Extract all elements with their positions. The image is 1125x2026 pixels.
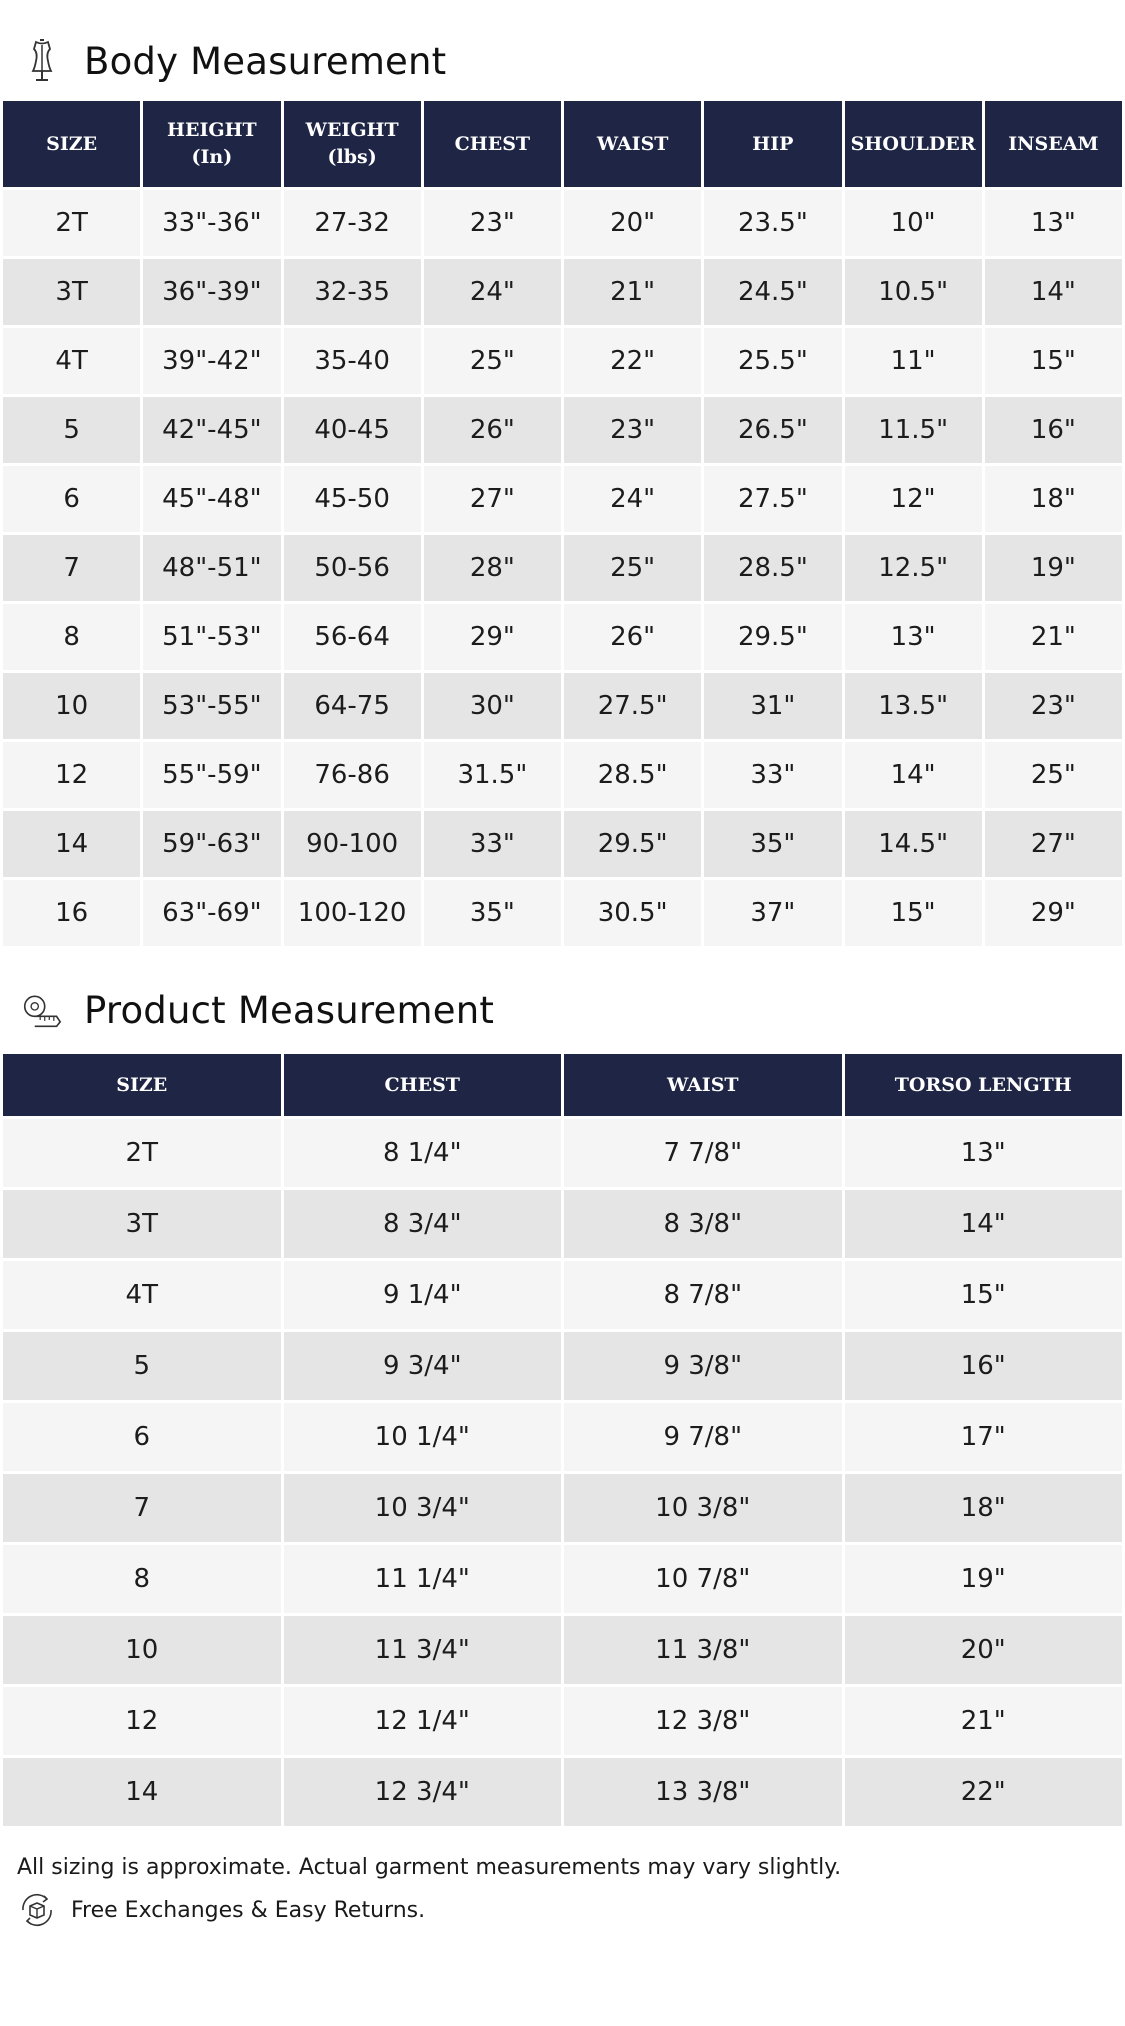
table-cell: 26" [564, 604, 701, 670]
table-cell: 16" [845, 1332, 1123, 1400]
table-cell: 13.5" [845, 673, 982, 739]
table-cell: 5 [3, 1332, 281, 1400]
table-row [3, 1190, 1122, 1258]
table-cell: 53"-55" [143, 673, 280, 739]
table-cell: 8 3/4" [284, 1190, 562, 1258]
column-header: TORSO LENGTH [845, 1054, 1123, 1116]
table-cell: 63"-69" [143, 880, 280, 946]
column-header: CHEST [424, 101, 561, 187]
table-cell: 3T [3, 259, 140, 325]
table-cell: 15" [985, 328, 1122, 394]
table-cell: 28.5" [704, 535, 841, 601]
table-cell: 76-86 [284, 742, 421, 808]
table-cell: 56-64 [284, 604, 421, 670]
table-cell: 10 [3, 673, 140, 739]
table-row [3, 1261, 1122, 1329]
product-measurement-title: Product Measurement [84, 988, 495, 1032]
table-cell: 28.5" [564, 742, 701, 808]
table-cell: 35" [704, 811, 841, 877]
table-cell: 9 1/4" [284, 1261, 562, 1329]
table-cell: 26" [424, 397, 561, 463]
table-cell: 24.5" [704, 259, 841, 325]
table-cell: 26.5" [704, 397, 841, 463]
column-header: WEIGHT (lbs) [284, 101, 421, 187]
table-cell: 15" [845, 880, 982, 946]
table-cell: 2T [3, 1119, 281, 1187]
table-row [3, 1403, 1122, 1471]
column-header: SIZE [3, 101, 140, 187]
table-cell: 25" [985, 742, 1122, 808]
table-cell: 19" [985, 535, 1122, 601]
table-cell: 21" [845, 1687, 1123, 1755]
table-cell: 10 1/4" [284, 1403, 562, 1471]
table-cell: 29.5" [704, 604, 841, 670]
table-cell: 11 3/8" [564, 1616, 842, 1684]
table-cell: 11" [845, 328, 982, 394]
table-row [3, 397, 1122, 463]
table-cell: 11 3/4" [284, 1616, 562, 1684]
table-cell: 13" [845, 604, 982, 670]
table-cell: 9 3/8" [564, 1332, 842, 1400]
box-exchange-icon [17, 1890, 57, 1930]
table-cell: 8 7/8" [564, 1261, 842, 1329]
table-cell: 8 [3, 1545, 281, 1613]
table-cell: 30.5" [564, 880, 701, 946]
table-cell: 27.5" [704, 466, 841, 532]
body-measurement-heading [0, 26, 1125, 96]
table-cell: 51"-53" [143, 604, 280, 670]
table-cell: 8 3/8" [564, 1190, 842, 1258]
table-cell: 14.5" [845, 811, 982, 877]
table-cell: 16 [3, 880, 140, 946]
table-cell: 7 7/8" [564, 1119, 842, 1187]
table-cell: 10 3/4" [284, 1474, 562, 1542]
table-cell: 12" [845, 466, 982, 532]
returns-text: Free Exchanges & Easy Returns. [71, 1897, 426, 1923]
table-cell: 3T [3, 1190, 281, 1258]
table-cell: 10 [3, 1616, 281, 1684]
table-cell: 14 [3, 811, 140, 877]
table-cell: 24" [424, 259, 561, 325]
table-cell: 32-35 [284, 259, 421, 325]
table-cell: 42"-45" [143, 397, 280, 463]
table-cell: 29.5" [564, 811, 701, 877]
table-cell: 31.5" [424, 742, 561, 808]
table-cell: 8 1/4" [284, 1119, 562, 1187]
column-header: WAIST [564, 1054, 842, 1116]
table-header-row [3, 101, 1122, 187]
table-cell: 29" [424, 604, 561, 670]
table-cell: 21" [985, 604, 1122, 670]
table-cell: 19" [845, 1545, 1123, 1613]
table-cell: 23.5" [704, 190, 841, 256]
table-cell: 6 [3, 466, 140, 532]
table-cell: 25" [424, 328, 561, 394]
table-cell: 12 3/4" [284, 1758, 562, 1826]
product-measurement-table [0, 1051, 1125, 1829]
table-header-row [3, 1054, 1122, 1116]
table-cell: 4T [3, 1261, 281, 1329]
table-cell: 55"-59" [143, 742, 280, 808]
table-cell: 50-56 [284, 535, 421, 601]
column-header: HEIGHT (In) [143, 101, 280, 187]
table-cell: 35" [424, 880, 561, 946]
table-cell: 45"-48" [143, 466, 280, 532]
table-cell: 5 [3, 397, 140, 463]
table-cell: 21" [564, 259, 701, 325]
table-cell: 13 3/8" [564, 1758, 842, 1826]
table-cell: 20" [845, 1616, 1123, 1684]
table-cell: 12 3/8" [564, 1687, 842, 1755]
table-cell: 90-100 [284, 811, 421, 877]
dress-form-icon [22, 37, 62, 85]
table-row [3, 1474, 1122, 1542]
table-cell: 48"-51" [143, 535, 280, 601]
table-cell: 10 3/8" [564, 1474, 842, 1542]
table-row [3, 742, 1122, 808]
table-cell: 23" [424, 190, 561, 256]
table-cell: 14 [3, 1758, 281, 1826]
table-cell: 25" [564, 535, 701, 601]
table-row [3, 535, 1122, 601]
table-row [3, 880, 1122, 946]
table-row [3, 1616, 1122, 1684]
table-cell: 24" [564, 466, 701, 532]
column-header: HIP [704, 101, 841, 187]
table-row [3, 1687, 1122, 1755]
table-cell: 8 [3, 604, 140, 670]
table-cell: 31" [704, 673, 841, 739]
table-row [3, 604, 1122, 670]
table-cell: 14" [845, 742, 982, 808]
measuring-tape-icon [22, 986, 62, 1034]
table-row [3, 328, 1122, 394]
table-cell: 10 7/8" [564, 1545, 842, 1613]
table-cell: 12.5" [845, 535, 982, 601]
table-cell: 22" [845, 1758, 1123, 1826]
returns-notice [0, 1890, 1125, 1930]
table-cell: 12 [3, 742, 140, 808]
table-cell: 28" [424, 535, 561, 601]
table-cell: 14" [845, 1190, 1123, 1258]
table-cell: 12 1/4" [284, 1687, 562, 1755]
table-row [3, 811, 1122, 877]
table-cell: 6 [3, 1403, 281, 1471]
table-row [3, 1758, 1122, 1826]
column-header: WAIST [564, 101, 701, 187]
table-cell: 64-75 [284, 673, 421, 739]
table-cell: 36"-39" [143, 259, 280, 325]
table-cell: 29" [985, 880, 1122, 946]
table-cell: 27.5" [564, 673, 701, 739]
table-cell: 22" [564, 328, 701, 394]
body-measurement-table [0, 98, 1125, 949]
table-cell: 9 3/4" [284, 1332, 562, 1400]
table-cell: 30" [424, 673, 561, 739]
table-cell: 59"-63" [143, 811, 280, 877]
table-cell: 100-120 [284, 880, 421, 946]
table-cell: 9 7/8" [564, 1403, 842, 1471]
table-cell: 4T [3, 328, 140, 394]
table-cell: 7 [3, 535, 140, 601]
table-cell: 33"-36" [143, 190, 280, 256]
table-row [3, 1332, 1122, 1400]
table-cell: 35-40 [284, 328, 421, 394]
table-cell: 18" [985, 466, 1122, 532]
table-row [3, 1119, 1122, 1187]
body-measurement-title: Body Measurement [84, 39, 447, 83]
table-row [3, 673, 1122, 739]
column-header: SHOULDER [845, 101, 982, 187]
table-cell: 25.5" [704, 328, 841, 394]
table-cell: 23" [985, 673, 1122, 739]
column-header: INSEAM [985, 101, 1122, 187]
table-row [3, 190, 1122, 256]
product-measurement-heading [0, 975, 1125, 1045]
table-cell: 18" [845, 1474, 1123, 1542]
table-cell: 33" [424, 811, 561, 877]
table-cell: 37" [704, 880, 841, 946]
table-cell: 2T [3, 190, 140, 256]
table-cell: 10" [845, 190, 982, 256]
column-header: CHEST [284, 1054, 562, 1116]
table-cell: 11.5" [845, 397, 982, 463]
table-cell: 45-50 [284, 466, 421, 532]
column-header: SIZE [3, 1054, 281, 1116]
table-cell: 10.5" [845, 259, 982, 325]
table-cell: 33" [704, 742, 841, 808]
table-cell: 12 [3, 1687, 281, 1755]
table-row [3, 259, 1122, 325]
table-cell: 13" [845, 1119, 1123, 1187]
table-cell: 39"-42" [143, 328, 280, 394]
table-cell: 17" [845, 1403, 1123, 1471]
table-cell: 23" [564, 397, 701, 463]
table-cell: 27" [424, 466, 561, 532]
table-row [3, 1545, 1122, 1613]
table-cell: 27-32 [284, 190, 421, 256]
table-cell: 11 1/4" [284, 1545, 562, 1613]
table-cell: 16" [985, 397, 1122, 463]
table-cell: 27" [985, 811, 1122, 877]
table-cell: 7 [3, 1474, 281, 1542]
sizing-disclaimer: All sizing is approximate. Actual garment measurements may vary slightly. [17, 1855, 842, 1880]
table-cell: 13" [985, 190, 1122, 256]
table-cell: 15" [845, 1261, 1123, 1329]
table-row [3, 466, 1122, 532]
table-cell: 20" [564, 190, 701, 256]
table-cell: 14" [985, 259, 1122, 325]
table-cell: 40-45 [284, 397, 421, 463]
